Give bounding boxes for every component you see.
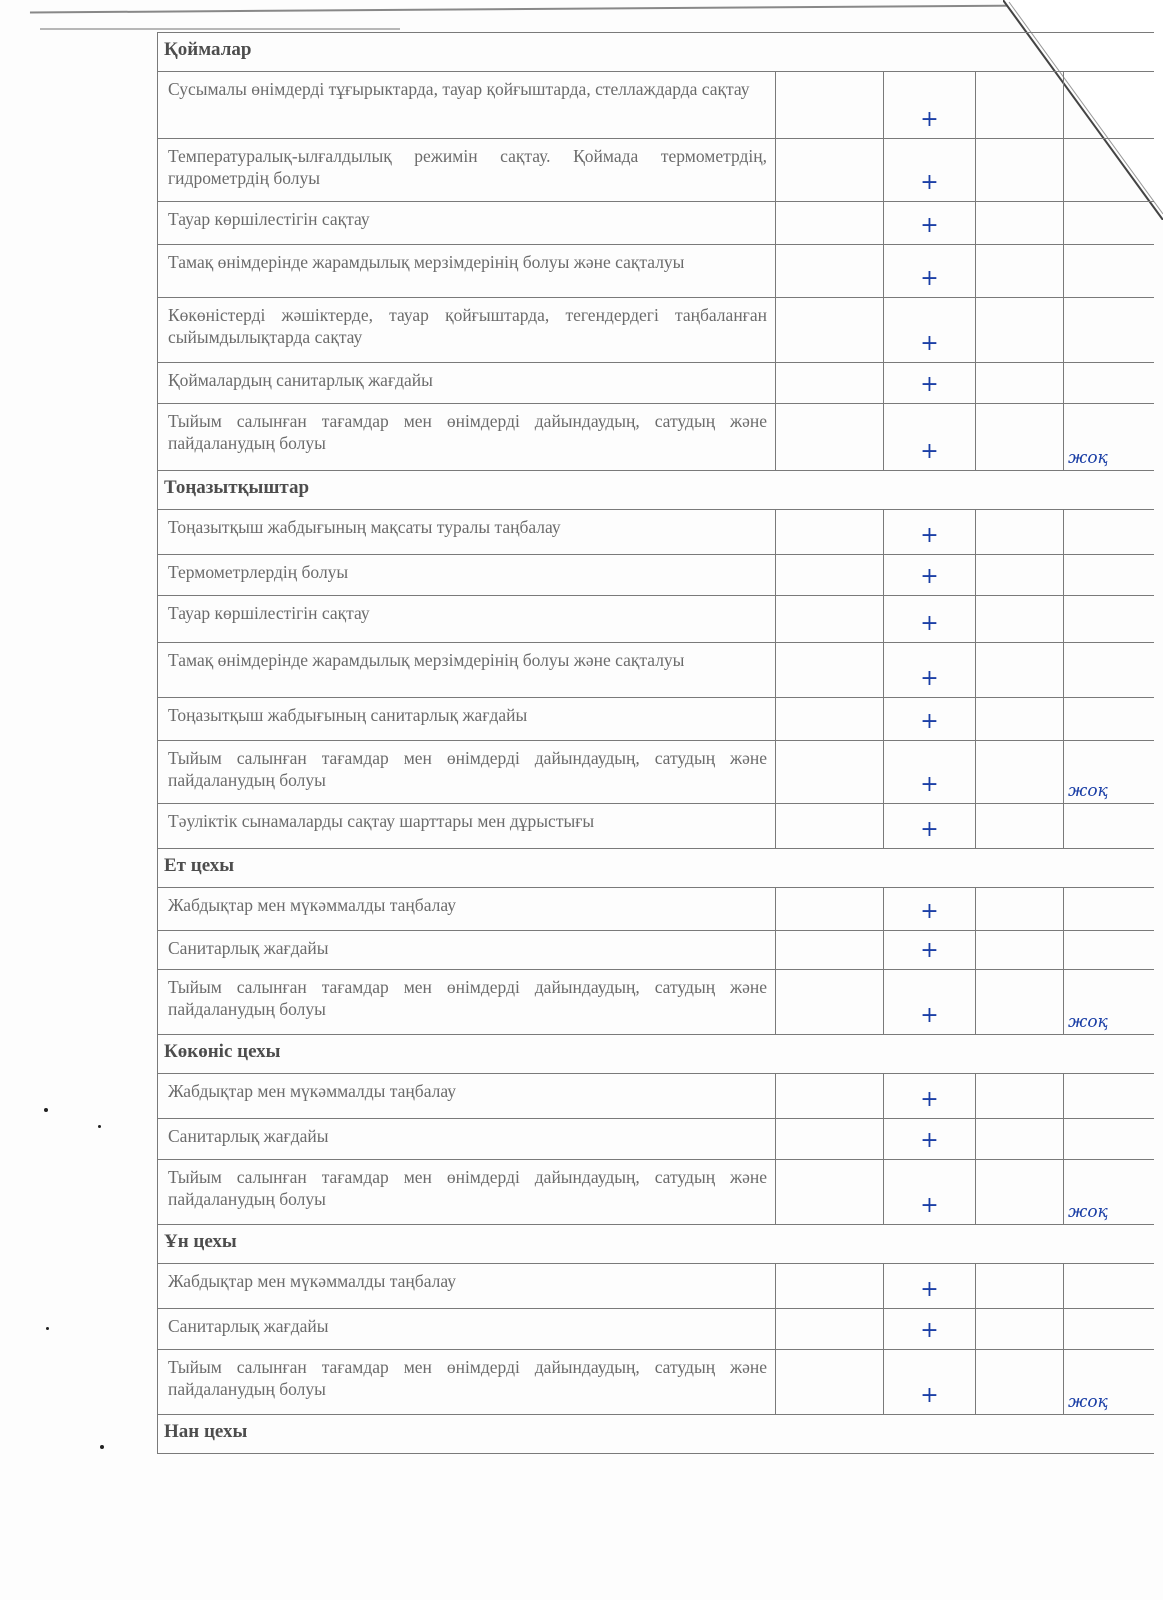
- empty-cell: [776, 72, 884, 139]
- compliance-cell: [884, 555, 976, 596]
- table-row: [158, 804, 1154, 849]
- handwritten-plus-mark: +: [920, 709, 939, 734]
- handwritten-plus-mark: +: [920, 1003, 939, 1028]
- empty-cell: [976, 404, 1064, 471]
- compliance-cell: [884, 643, 976, 698]
- empty-cell: [976, 363, 1064, 404]
- empty-cell: [976, 643, 1064, 698]
- empty-cell: [976, 1264, 1064, 1309]
- note-cell: [1064, 596, 1154, 643]
- empty-cell: [776, 804, 884, 849]
- handwritten-plus-mark: +: [920, 938, 939, 963]
- note-cell: [1064, 970, 1154, 1035]
- empty-cell: [976, 596, 1064, 643]
- note-cell: [1064, 804, 1154, 849]
- note-cell: [1064, 298, 1154, 363]
- handwritten-plus-mark: +: [920, 170, 939, 195]
- section-header-row: [158, 1035, 1154, 1074]
- requirement-text: Санитарлық жағдайы: [158, 1119, 776, 1160]
- empty-cell: [776, 888, 884, 931]
- handwritten-plus-mark: +: [920, 1193, 939, 1218]
- section-title: Тоңазытқыштар: [158, 471, 1154, 510]
- requirement-text: Тыйым салынған тағамдар мен өнімдерді дайындаудың, сатудың және пайдаланудың болуы: [158, 1350, 776, 1415]
- section-title: Нан цехы: [158, 1415, 1154, 1454]
- table-row: [158, 1309, 1154, 1350]
- compliance-cell: [884, 888, 976, 931]
- empty-cell: [776, 139, 884, 202]
- compliance-cell: [884, 72, 976, 139]
- scan-speck: [46, 1327, 49, 1330]
- table-row: [158, 298, 1154, 363]
- handwritten-plus-mark: +: [920, 1383, 939, 1408]
- note-cell: [1064, 741, 1154, 804]
- compliance-cell: [884, 139, 976, 202]
- requirement-text: Жабдықтар мен мүкәммалды таңбалау: [158, 888, 776, 931]
- handwritten-plus-mark: +: [920, 611, 939, 636]
- empty-cell: [776, 555, 884, 596]
- handwritten-note: жоқ: [1068, 781, 1108, 801]
- handwritten-note: жоқ: [1068, 1392, 1108, 1412]
- handwritten-note: жоқ: [1068, 1202, 1108, 1222]
- empty-cell: [776, 741, 884, 804]
- section-title: Қоймалар: [158, 33, 1154, 72]
- note-cell: [1064, 888, 1154, 931]
- empty-cell: [976, 741, 1064, 804]
- requirement-text: Қоймалардың санитарлық жағдайы: [158, 363, 776, 404]
- empty-cell: [776, 1160, 884, 1225]
- table-row: [158, 741, 1154, 804]
- table-row: [158, 970, 1154, 1035]
- section-header-row: [158, 471, 1154, 510]
- compliance-cell: [884, 970, 976, 1035]
- handwritten-plus-mark: +: [920, 817, 939, 842]
- note-cell: [1064, 1119, 1154, 1160]
- compliance-cell: [884, 596, 976, 643]
- handwritten-note: жоқ: [1068, 448, 1108, 468]
- empty-cell: [776, 1350, 884, 1415]
- empty-cell: [976, 139, 1064, 202]
- compliance-cell: [884, 1309, 976, 1350]
- compliance-cell: [884, 1160, 976, 1225]
- compliance-cell: [884, 1350, 976, 1415]
- compliance-cell: [884, 202, 976, 245]
- compliance-cell: [884, 1119, 976, 1160]
- section-header-row: [158, 1415, 1154, 1454]
- note-cell: [1064, 510, 1154, 555]
- compliance-cell: [884, 404, 976, 471]
- scan-edge: [30, 5, 1030, 28]
- empty-cell: [976, 698, 1064, 741]
- handwritten-plus-mark: +: [920, 439, 939, 464]
- empty-cell: [776, 1309, 884, 1350]
- scan-edge-line: [40, 28, 400, 30]
- requirement-text: Көкөністерді жәшіктерде, тауар қойғыштарда, тегендердегі таңбаланған сыйымдылықтарда сақтау: [158, 298, 776, 363]
- compliance-cell: [884, 931, 976, 970]
- table-row: [158, 1264, 1154, 1309]
- empty-cell: [976, 1350, 1064, 1415]
- compliance-cell: [884, 245, 976, 298]
- empty-cell: [776, 931, 884, 970]
- section-title: Ет цехы: [158, 849, 1154, 888]
- table-row: [158, 363, 1154, 404]
- note-cell: [1064, 202, 1154, 245]
- table-row: [158, 245, 1154, 298]
- empty-cell: [776, 1264, 884, 1309]
- scan-speck: [44, 1108, 48, 1112]
- compliance-cell: [884, 1264, 976, 1309]
- table-row: [158, 139, 1154, 202]
- table-row: [158, 596, 1154, 643]
- requirement-text: Санитарлық жағдайы: [158, 1309, 776, 1350]
- table-row: [158, 72, 1154, 139]
- note-cell: [1064, 1074, 1154, 1119]
- empty-cell: [976, 510, 1064, 555]
- empty-cell: [776, 698, 884, 741]
- compliance-cell: [884, 510, 976, 555]
- table-row: [158, 555, 1154, 596]
- requirement-text: Тауар көршілестігін сақтау: [158, 202, 776, 245]
- note-cell: [1064, 931, 1154, 970]
- empty-cell: [976, 1119, 1064, 1160]
- empty-cell: [976, 245, 1064, 298]
- section-header-row: [158, 1225, 1154, 1264]
- handwritten-plus-mark: +: [920, 772, 939, 797]
- note-cell: [1064, 139, 1154, 202]
- handwritten-plus-mark: +: [920, 331, 939, 356]
- empty-cell: [776, 970, 884, 1035]
- empty-cell: [976, 888, 1064, 931]
- handwritten-plus-mark: +: [920, 107, 939, 132]
- handwritten-note: жоқ: [1068, 1012, 1108, 1032]
- scan-speck: [98, 1125, 101, 1128]
- compliance-cell: [884, 804, 976, 849]
- table-row: [158, 888, 1154, 931]
- section-header-row: [158, 33, 1154, 72]
- requirement-text: Жабдықтар мен мүкәммалды таңбалау: [158, 1074, 776, 1119]
- table-row: [158, 202, 1154, 245]
- compliance-cell: [884, 698, 976, 741]
- compliance-cell: [884, 298, 976, 363]
- checklist-sheet: [157, 32, 1157, 1454]
- scan-speck: [100, 1445, 104, 1449]
- empty-cell: [776, 298, 884, 363]
- handwritten-plus-mark: +: [920, 1128, 939, 1153]
- requirement-text: Тыйым салынған тағамдар мен өнімдерді дайындаудың, сатудың және пайдаланудың болуы: [158, 970, 776, 1035]
- handwritten-plus-mark: +: [920, 1087, 939, 1112]
- note-cell: [1064, 643, 1154, 698]
- note-cell: [1064, 555, 1154, 596]
- section-header-row: [158, 849, 1154, 888]
- requirement-text: Тамақ өнімдерінде жарамдылық мерзімдерінің болуы және сақталуы: [158, 643, 776, 698]
- note-cell: [1064, 1309, 1154, 1350]
- empty-cell: [976, 1160, 1064, 1225]
- handwritten-plus-mark: +: [920, 213, 939, 238]
- empty-cell: [776, 363, 884, 404]
- handwritten-plus-mark: +: [920, 1318, 939, 1343]
- empty-cell: [776, 404, 884, 471]
- requirement-text: Жабдықтар мен мүкәммалды таңбалау: [158, 1264, 776, 1309]
- note-cell: [1064, 72, 1154, 139]
- note-cell: [1064, 698, 1154, 741]
- table-row: [158, 643, 1154, 698]
- requirement-text: Тыйым салынған тағамдар мен өнімдерді дайындаудың, сатудың және пайдаланудың болуы: [158, 404, 776, 471]
- requirement-text: Тәуліктік сынамаларды сақтау шарттары мен дұрыстығы: [158, 804, 776, 849]
- empty-cell: [776, 643, 884, 698]
- handwritten-plus-mark: +: [920, 899, 939, 924]
- checklist-body: [158, 33, 1154, 1454]
- empty-cell: [976, 72, 1064, 139]
- handwritten-plus-mark: +: [920, 1277, 939, 1302]
- requirement-text: Тыйым салынған тағамдар мен өнімдерді дайындаудың, сатудың және пайдаланудың болуы: [158, 741, 776, 804]
- compliance-cell: [884, 1074, 976, 1119]
- requirement-text: Тамақ өнімдерінде жарамдылық мерзімдерінің болуы және сақталуы: [158, 245, 776, 298]
- requirement-text: Тыйым салынған тағамдар мен өнімдерді дайындаудың, сатудың және пайдаланудың болуы: [158, 1160, 776, 1225]
- requirement-text: Термометрлердің болуы: [158, 555, 776, 596]
- requirement-text: Температуралық-ылғалдылық режимін сақтау. Қоймада термометрдің, гидрометрдің болуы: [158, 139, 776, 202]
- table-row: [158, 1350, 1154, 1415]
- empty-cell: [776, 202, 884, 245]
- requirement-text: Санитарлық жағдайы: [158, 931, 776, 970]
- empty-cell: [976, 202, 1064, 245]
- handwritten-plus-mark: +: [920, 372, 939, 397]
- handwritten-plus-mark: +: [920, 666, 939, 691]
- note-cell: [1064, 404, 1154, 471]
- empty-cell: [976, 931, 1064, 970]
- empty-cell: [776, 1074, 884, 1119]
- note-cell: [1064, 245, 1154, 298]
- section-title: Ұн цехы: [158, 1225, 1154, 1264]
- table-row: [158, 1160, 1154, 1225]
- empty-cell: [976, 555, 1064, 596]
- checklist-table: [157, 32, 1154, 1454]
- note-cell: [1064, 1350, 1154, 1415]
- handwritten-plus-mark: +: [920, 523, 939, 548]
- table-row: [158, 931, 1154, 970]
- table-row: [158, 1119, 1154, 1160]
- table-row: [158, 404, 1154, 471]
- note-cell: [1064, 363, 1154, 404]
- empty-cell: [776, 596, 884, 643]
- requirement-text: Тауар көршілестігін сақтау: [158, 596, 776, 643]
- empty-cell: [776, 510, 884, 555]
- table-row: [158, 510, 1154, 555]
- empty-cell: [976, 970, 1064, 1035]
- empty-cell: [776, 1119, 884, 1160]
- handwritten-plus-mark: +: [920, 564, 939, 589]
- compliance-cell: [884, 741, 976, 804]
- table-row: [158, 698, 1154, 741]
- empty-cell: [976, 298, 1064, 363]
- requirement-text: Тоңазытқыш жабдығының мақсаты туралы таңбалау: [158, 510, 776, 555]
- section-title: Көкөніс цехы: [158, 1035, 1154, 1074]
- empty-cell: [976, 1309, 1064, 1350]
- handwritten-plus-mark: +: [920, 266, 939, 291]
- note-cell: [1064, 1264, 1154, 1309]
- table-row: [158, 1074, 1154, 1119]
- note-cell: [1064, 1160, 1154, 1225]
- requirement-text: Тоңазытқыш жабдығының санитарлық жағдайы: [158, 698, 776, 741]
- compliance-cell: [884, 363, 976, 404]
- empty-cell: [976, 1074, 1064, 1119]
- empty-cell: [976, 804, 1064, 849]
- requirement-text: Сусымалы өнімдерді тұғырыктарда, тауар қойғыштарда, стеллаждарда сақтау: [158, 72, 776, 139]
- empty-cell: [776, 245, 884, 298]
